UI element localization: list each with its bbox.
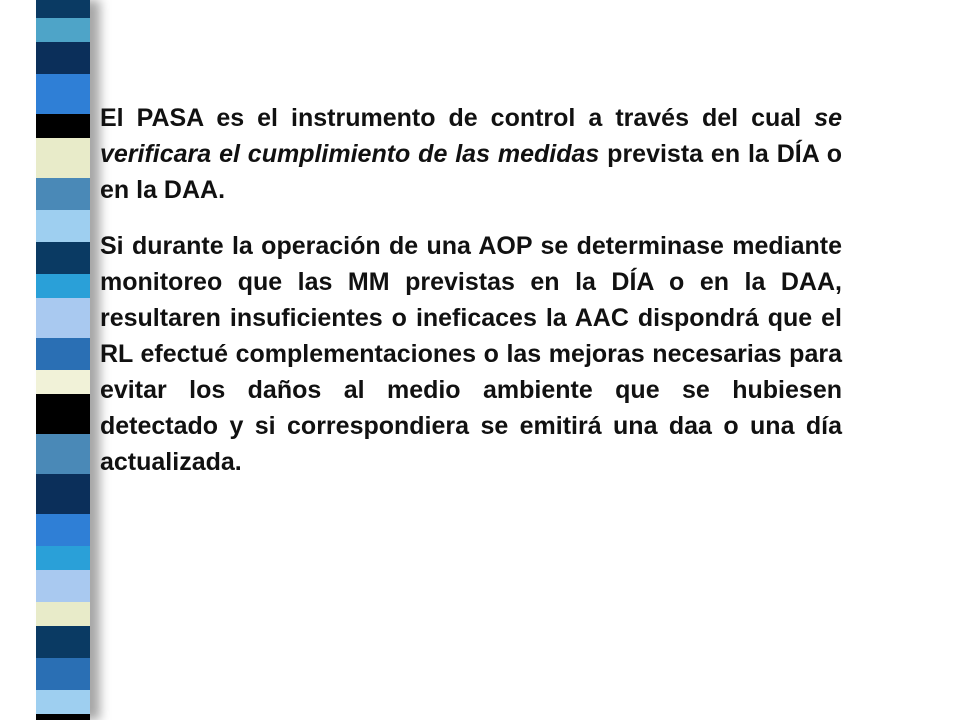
stripe-segment (36, 434, 90, 474)
stripe-segment (36, 626, 90, 658)
stripe-segment (36, 714, 90, 720)
stripe-segment (36, 138, 90, 178)
stripe-segment (36, 242, 90, 274)
stripe-segment (36, 18, 90, 42)
paragraph-pasa-italic: se verificara el cumplimiento de las medidas (100, 104, 842, 168)
stripe-segment (36, 298, 90, 338)
stripe-segment (36, 338, 90, 370)
paragraph-pasa-tail: prevista en la DÍA o en la DAA. (100, 140, 842, 204)
stripe-segment (36, 370, 90, 394)
stripe-segment (36, 570, 90, 602)
slide-body (100, 100, 842, 500)
stripe-segment (36, 514, 90, 546)
stripe-segment (36, 114, 90, 138)
stripe-segment (36, 658, 90, 690)
stripe-segment (36, 74, 90, 114)
stripe-segment (36, 602, 90, 626)
decorative-stripe-bar (36, 0, 90, 720)
paragraph-pasa (100, 100, 842, 208)
stripe-segment (36, 690, 90, 714)
stripe-segment (36, 474, 90, 514)
paragraph-pasa-lead: El PASA es el instrumento de control a través del cual (100, 104, 815, 132)
stripe-segment (36, 210, 90, 242)
stripe-segment (36, 42, 90, 74)
stripe-segment (36, 546, 90, 570)
stripe-segment (36, 178, 90, 210)
stripe-segment (36, 0, 90, 18)
paragraph-aop: Si durante la operación de una AOP se determinase mediante monitoreo que las MM previstas en la DÍA o en la DAA, resultaren insuficientes o ineficaces la AAC dispondrá que el RL efectué complementaciones o las mejoras necesarias para evitar los daños al medio ambiente que se hubiesen detectado y si correspondiera se emitirá una daa o una día actualizada. (100, 232, 842, 476)
stripe-segment (36, 394, 90, 434)
stripe-segment (36, 274, 90, 298)
